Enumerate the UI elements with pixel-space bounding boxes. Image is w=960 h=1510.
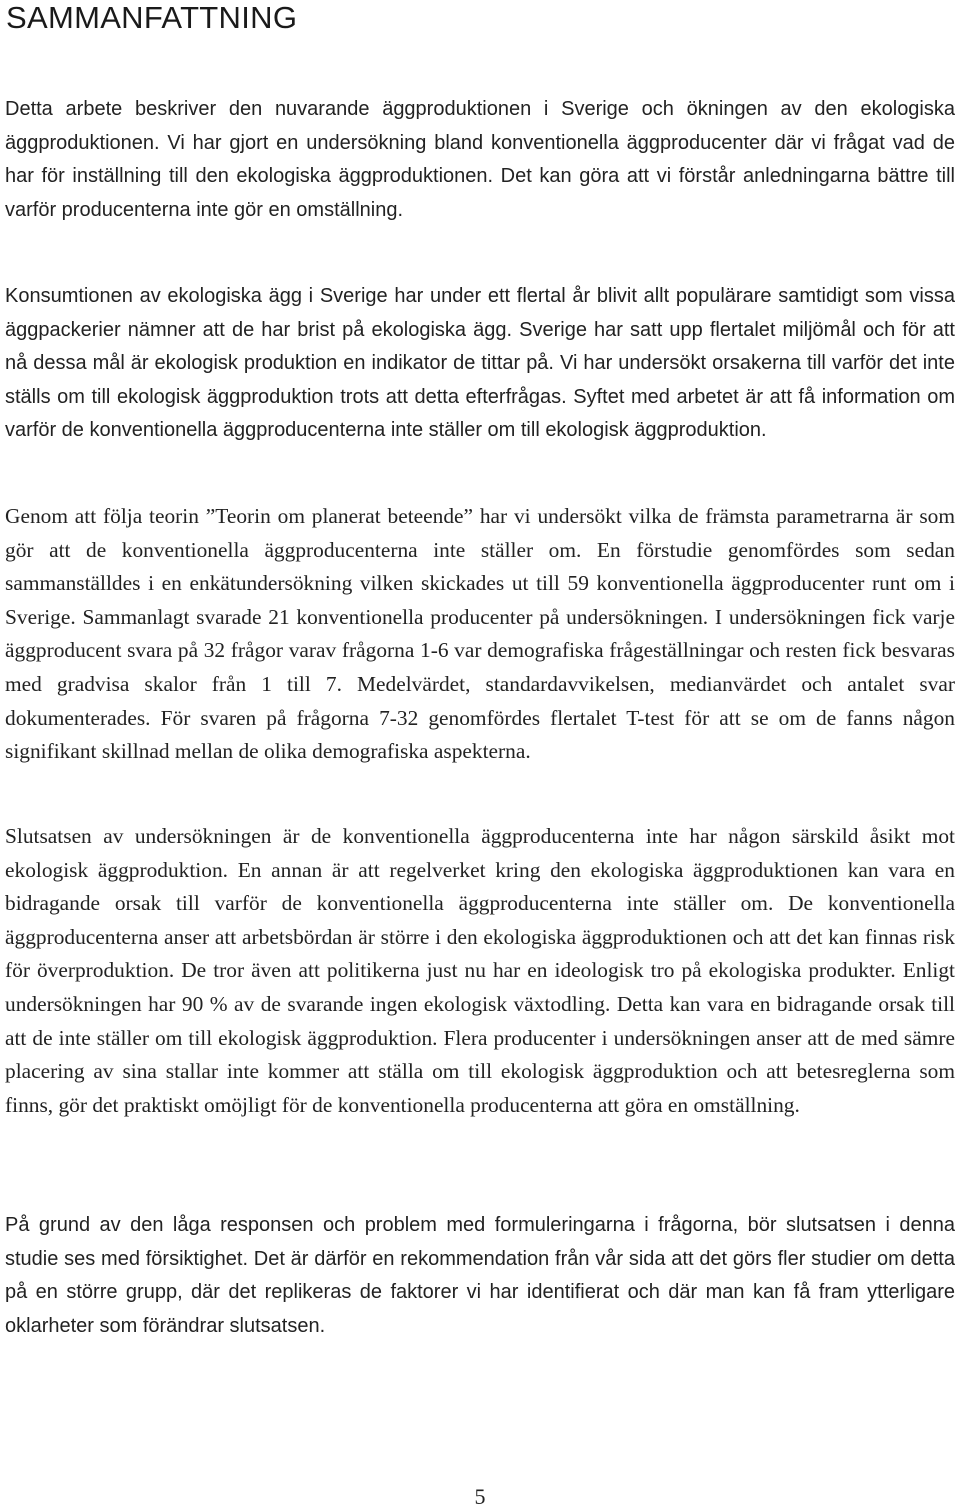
paragraph-background: Konsumtionen av ekologiska ägg i Sverige har under ett flertal år blivit allt populärare samtidigt som vissa äggpackerier nämner att de har brist på ekologiska ägg. Sverige har satt upp flertalet miljömål och för att nå dessa mål är ekologisk produktion en indikator de tittar på. Vi har undersökt orsakerna till varför det inte ställs om till ekologisk äggproduktion trots att detta efterfrågas. Syftet med arbetet är att få information om varför de konventionella äggproducenterna inte ställer om till ekologisk äggproduktion. — [5, 285, 955, 442]
page-number: 5 — [474, 1484, 486, 1509]
paragraph-conclusion: Slutsatsen av undersökningen är de konventionella äggproducenterna inte har någon särskild åsikt mot ekologisk äggproduktion. En annan är att regelverket kring den ekologiska äggproduktionen kan vara en bidragande orsak till varför de konventionella äggproducenterna inte ställer om. De konventionella äggproducenterna anser att arbetsbördan är större i den ekologiska äggproduktionen och att det kan finnas risk för överproduktion. De tror även att politikerna just nu har en ideologisk tro på ekologiska produkter. Enligt undersökningen har 90 % av de svarande ingen ekologisk växtodling. Detta kan vara en bidragande orsak till att de inte ställer om till ekologisk äggproduktion. Flera producenter i undersökningen anser att de med sämre placering av sina stallar inte kommer att ställa om till ekologisk äggproduktion och att betesreglerna som finns, gör det praktiskt omöjligt för de konventionella producenterna att göra en omställning. — [5, 824, 955, 1117]
paragraph-intro: Detta arbete beskriver den nuvarande äggproduktionen i Sverige och ökningen av den ekologiska äggproduktionen. Vi har gjort en undersökning bland konventionella äggproducenter där vi frågat vad de har för inställning till den ekologiska äggproduktionen. Det kan göra att vi förstår anledningarna bättre till varför producenterna inte gör en omställning. — [5, 98, 955, 221]
paragraph-recommendation: På grund av den låga responsen och problem med formuleringarna i frågorna, bör slutsatsen i denna studie ses med försiktighet. Det är därför en rekommendation från vår sida att det görs fler studier om detta på en större grupp, där det replikeras de faktorer vi har identifierat och där man kan få fram ytterligare oklarheter som förändrar slutsatsen. — [5, 1214, 955, 1337]
section-heading: SAMMANFATTNING — [6, 0, 298, 35]
paragraph-method: Genom att följa teorin ”Teorin om planerat beteende” har vi undersökt vilka de främsta parametrarna är som gör att de konventionella äggproducenterna inte ställer om. En förstudie genomfördes som sedan sammanställdes i en enkätundersökning vilken skickades ut till 59 konventionella äggproducenter runt om i Sverige. Sammanlagt svarade 21 konventionella producenter på undersökningen. I undersökningen fick varje äggproducent svara på 32 frågor varav frågorna 1-6 var demografiska frågeställningar och resten fick besvaras med gradvisa skalor från 1 till 7. Medelvärdet, standardavvikelsen, medianvärdet och antalet svar dokumenterades. För svaren på frågorna 7-32 genomfördes flertalet T-test för att se om de fanns någon signifikant skillnad mellan de olika demografiska aspekterna. — [5, 504, 955, 764]
